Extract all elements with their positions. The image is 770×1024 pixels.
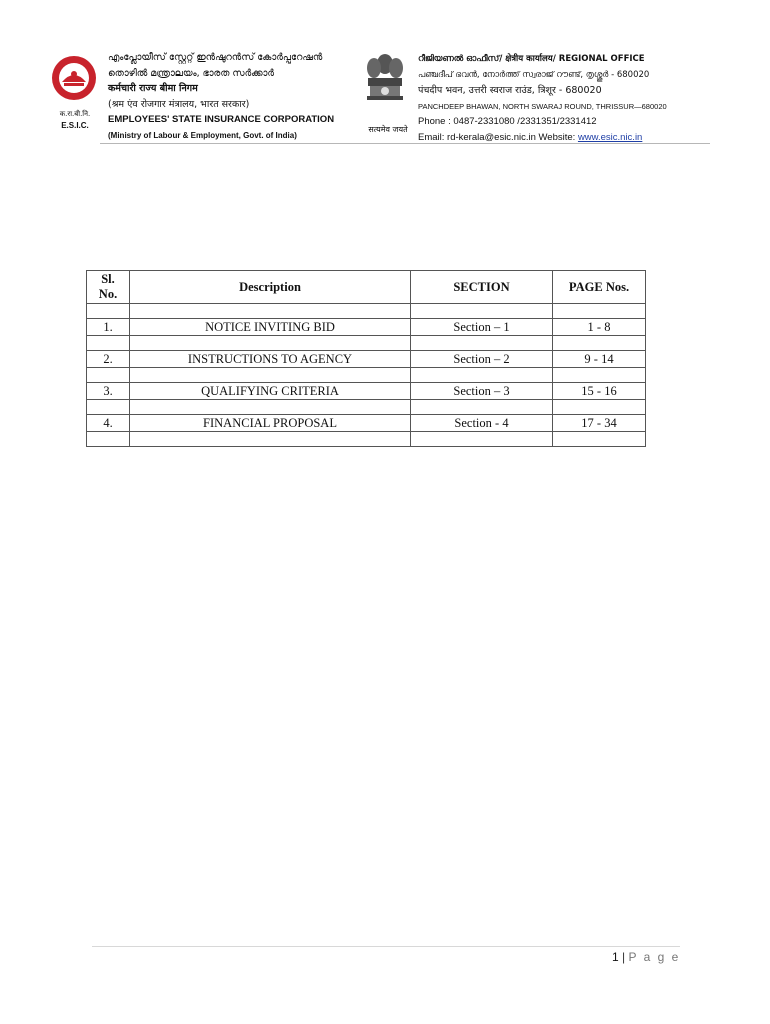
- col-header-sl-no: Sl. No.: [87, 271, 130, 304]
- page-separator: |: [622, 950, 626, 964]
- page-number: 1: [612, 950, 619, 964]
- cell-description: NOTICE INVITING BID: [130, 319, 411, 336]
- spacer-row: [87, 336, 646, 351]
- table-row: [87, 351, 646, 368]
- page-label: P a g e: [628, 950, 681, 964]
- cell-sl-no: 1.: [87, 319, 130, 336]
- cell-description: INSTRUCTIONS TO AGENCY: [130, 351, 411, 368]
- cell-sl-no: 2.: [87, 351, 130, 368]
- office-title: റീജിയണൽ ഓഫീസ്/ क्षेत्रीय कार्यालय/ REGIONAL OFFICE: [418, 54, 645, 64]
- ministry-malayalam: തൊഴിൽ മന്ത്രാലയം, ഭാരത സർക്കാർ: [108, 67, 275, 79]
- website-link[interactable]: www.esic.nic.in: [577, 131, 643, 143]
- ministry-hindi: (श्रम एंव रोजगार मंत्रालय, भारत सरकार): [108, 98, 250, 110]
- address-hindi: पंचदीप भवन, उत्तरी स्वराज राउंड, त्रिशूर - 680020: [418, 85, 602, 96]
- cell-pages: 15 - 16: [553, 383, 646, 400]
- footer-divider: [92, 946, 680, 947]
- page-footer: [612, 950, 680, 964]
- table-header-row: [87, 271, 646, 304]
- cell-pages: 9 - 14: [553, 351, 646, 368]
- cell-section: Section – 3: [411, 383, 553, 400]
- cell-pages: 1 - 8: [553, 319, 646, 336]
- contents-table: [86, 270, 646, 447]
- national-emblem-icon: [362, 48, 408, 122]
- email-text: Email: rd-kerala@esic.nic.in Website:: [418, 131, 578, 143]
- cell-section: Section – 1: [411, 319, 553, 336]
- header-divider: [100, 143, 710, 144]
- col-header-description: Description: [130, 271, 411, 304]
- logo-abbreviation: [52, 108, 98, 132]
- spacer-row: [87, 400, 646, 415]
- spacer-row: [87, 368, 646, 383]
- org-name-english: EMPLOYEES' STATE INSURANCE CORPORATION: [108, 114, 335, 125]
- cell-sl-no: 4.: [87, 415, 130, 432]
- cell-description: FINANCIAL PROPOSAL: [130, 415, 411, 432]
- logo-abbr-english: E.S.I.C.: [61, 121, 89, 130]
- org-name-hindi: कर्मचारी राज्य बीमा निगम: [108, 83, 198, 94]
- ministry-english: (Ministry of Labour & Employment, Govt. of India): [108, 130, 297, 140]
- table-row: [87, 415, 646, 432]
- table-row: [87, 383, 646, 400]
- cell-section: Section - 4: [411, 415, 553, 432]
- spacer-row: [87, 432, 646, 447]
- address-english: PANCHDEEP BHAWAN, NORTH SWARAJ ROUND, THRISSUR—680020: [418, 101, 667, 111]
- spacer-row: [87, 304, 646, 319]
- address-malayalam: പഞ്ചദീപ് ഭവൻ, നോർത്ത് സ്വരാജ് റൗണ്ട്, തൃശ്ശൂർ - 680020: [418, 69, 650, 80]
- logo-abbr-hindi: क.रा.बी.नि.: [59, 110, 91, 118]
- col-header-section: SECTION: [411, 271, 553, 304]
- esic-logo-icon: [50, 54, 98, 102]
- org-name-malayalam: എംപ്ലോയീസ് സ്റ്റേറ്റ് ഇൻഷുറൻസ് കോർപ്പറേഷൻ: [108, 52, 323, 63]
- organization-block: [108, 50, 358, 143]
- office-address-block: [418, 52, 718, 145]
- phone-numbers: Phone : 0487-2331080 /2331351/2331412: [418, 116, 597, 127]
- col-header-page-nos: PAGE Nos.: [553, 271, 646, 304]
- table-row: [87, 319, 646, 336]
- letterhead: [44, 44, 710, 144]
- emblem-motto: सत्यमेव जयते: [368, 125, 408, 134]
- cell-description: QUALIFYING CRITERIA: [130, 383, 411, 400]
- cell-sl-no: 3.: [87, 383, 130, 400]
- cell-section: Section – 2: [411, 351, 553, 368]
- cell-pages: 17 - 34: [553, 415, 646, 432]
